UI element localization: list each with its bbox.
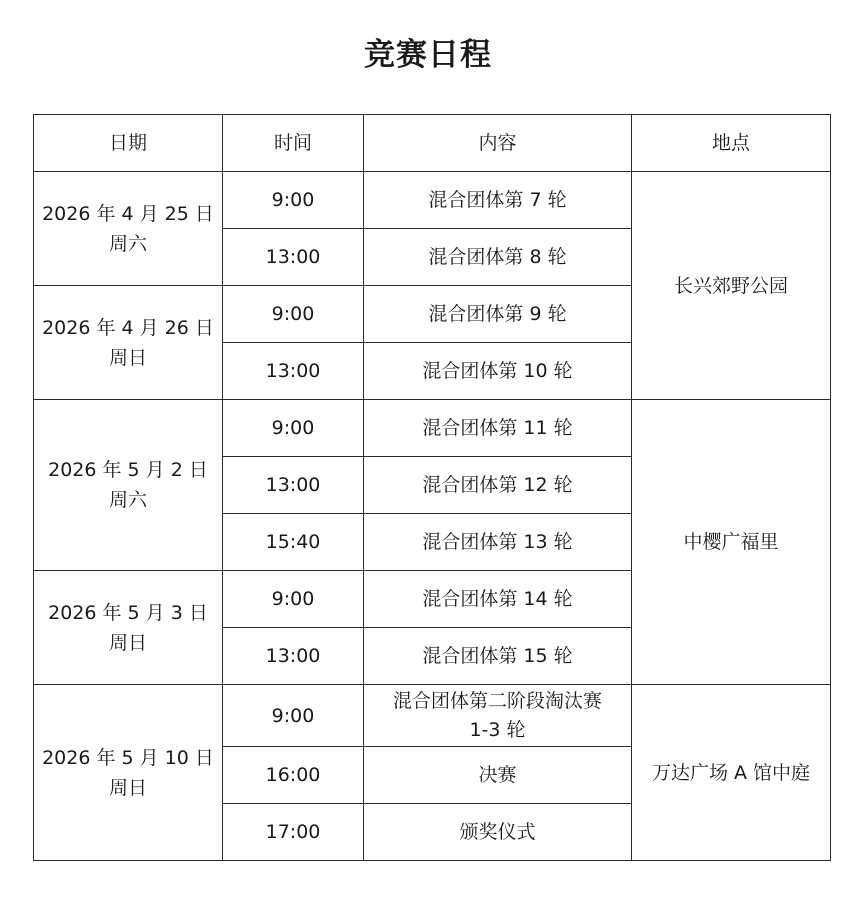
date-text: 2026 年 5 月 3 日 bbox=[48, 601, 208, 624]
time-cell: 15:40 bbox=[223, 514, 364, 571]
content-cell: 混合团体第 10 轮 bbox=[364, 343, 632, 400]
time-cell: 13:00 bbox=[223, 229, 364, 286]
time-cell: 13:00 bbox=[223, 343, 364, 400]
content-cell bbox=[364, 685, 632, 747]
time-cell: 16:00 bbox=[223, 747, 364, 804]
weekday-text: 周日 bbox=[108, 776, 147, 799]
date-text: 2026 年 4 月 25 日 bbox=[42, 202, 214, 225]
content-line: 混合团体第二阶段淘汰赛 bbox=[392, 689, 602, 712]
table-row bbox=[34, 172, 831, 229]
content-cell: 混合团体第 8 轮 bbox=[364, 229, 632, 286]
venue-cell: 万达广场 A 馆中庭 bbox=[632, 685, 831, 861]
time-cell: 9:00 bbox=[223, 571, 364, 628]
venue-cell: 中樱广福里 bbox=[632, 400, 831, 685]
weekday-text: 周六 bbox=[108, 232, 147, 255]
time-cell: 9:00 bbox=[223, 286, 364, 343]
weekday-text: 周日 bbox=[108, 631, 147, 654]
content-cell: 混合团体第 12 轮 bbox=[364, 457, 632, 514]
date-cell bbox=[34, 400, 223, 571]
date-text: 2026 年 5 月 10 日 bbox=[42, 746, 214, 769]
content-cell: 决赛 bbox=[364, 747, 632, 804]
date-cell bbox=[34, 286, 223, 400]
time-cell: 17:00 bbox=[223, 804, 364, 861]
date-cell bbox=[34, 571, 223, 685]
header-venue: 地点 bbox=[632, 115, 831, 172]
time-cell: 13:00 bbox=[223, 457, 364, 514]
content-cell: 颁奖仪式 bbox=[364, 804, 632, 861]
header-row bbox=[34, 115, 831, 172]
table-row bbox=[34, 685, 831, 747]
content-cell: 混合团体第 15 轮 bbox=[364, 628, 632, 685]
header-date: 日期 bbox=[34, 115, 223, 172]
page-title: 竞赛日程 bbox=[364, 37, 492, 73]
time-cell: 9:00 bbox=[223, 172, 364, 229]
content-line: 1-3 轮 bbox=[469, 718, 526, 741]
time-cell: 13:00 bbox=[223, 628, 364, 685]
content-cell: 混合团体第 11 轮 bbox=[364, 400, 632, 457]
content-cell: 混合团体第 9 轮 bbox=[364, 286, 632, 343]
content-cell: 混合团体第 14 轮 bbox=[364, 571, 632, 628]
table-row bbox=[34, 400, 831, 457]
date-cell bbox=[34, 685, 223, 861]
header-time: 时间 bbox=[223, 115, 364, 172]
date-text: 2026 年 4 月 26 日 bbox=[42, 316, 214, 339]
schedule-table bbox=[33, 114, 831, 861]
weekday-text: 周日 bbox=[108, 346, 147, 369]
time-cell: 9:00 bbox=[223, 685, 364, 747]
date-text: 2026 年 5 月 2 日 bbox=[48, 459, 208, 481]
weekday-text: 周六 bbox=[108, 489, 147, 511]
venue-cell: 长兴郊野公园 bbox=[632, 172, 831, 400]
header-content: 内容 bbox=[364, 115, 632, 172]
content-cell: 混合团体第 13 轮 bbox=[364, 514, 632, 571]
content-cell: 混合团体第 7 轮 bbox=[364, 172, 632, 229]
time-cell: 9:00 bbox=[223, 400, 364, 457]
date-cell bbox=[34, 172, 223, 286]
